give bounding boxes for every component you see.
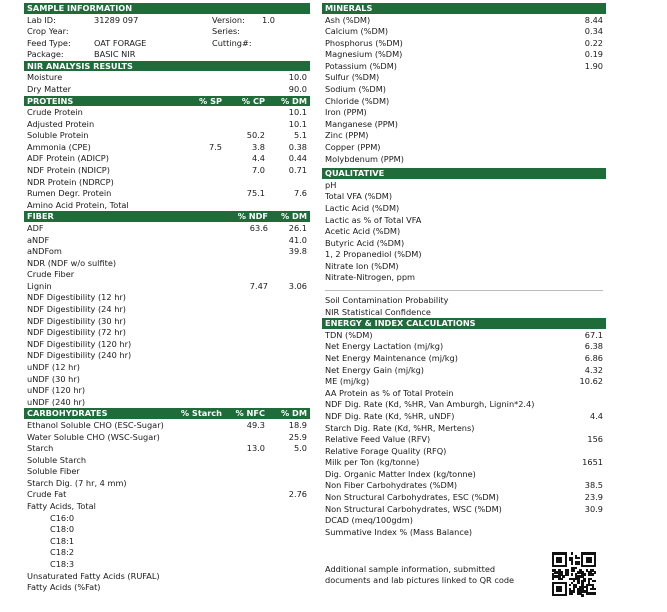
package-label: Package: [27, 49, 64, 60]
qualitative-row [322, 180, 606, 192]
fiber-value-ndf: 63.6 [249, 222, 268, 233]
mineral-row [322, 84, 606, 96]
carb-label: Starch [27, 443, 54, 454]
mineral-label: Ash (%DM) [325, 14, 371, 25]
energy-row [322, 330, 606, 342]
energy-row [322, 457, 606, 469]
energy-value-value: 4.32 [584, 364, 603, 375]
lab-id-label: Lab ID: [27, 14, 56, 25]
protein-value-dm: 0.38 [288, 141, 307, 152]
protein-value-cp: 3.8 [251, 141, 265, 152]
protein-row [24, 130, 310, 142]
nir-rows [24, 72, 310, 95]
protein-label: Rumen Degr. Protein [27, 188, 112, 199]
carb-row [24, 536, 310, 548]
sample-info-header [24, 3, 310, 14]
proteins-col-sp: % SP [199, 95, 222, 106]
protein-value-dm: 0.71 [288, 165, 307, 176]
energy-label: TDN (%DM) [325, 329, 373, 340]
carb-value-nfc: 13.0 [246, 443, 265, 454]
protein-value-dm: 10.1 [288, 118, 307, 129]
protein-label: NDR Protein (NDRCP) [27, 176, 114, 187]
energy-label: Non Structural Carbohydrates, WSC (%DM) [325, 503, 502, 514]
mineral-label: Calcium (%DM) [325, 26, 389, 37]
energy-row [322, 469, 606, 481]
proteins-col-dm: % DM [281, 95, 307, 106]
energy-label: Dig. Organic Matter Index (kg/tonne) [325, 468, 476, 479]
carb-value-nfc: 49.3 [246, 419, 265, 430]
energy-value-value: 1651 [582, 457, 603, 468]
energy-label: Non Structural Carbohydrates, ESC (%DM) [325, 492, 499, 503]
fiber-row [24, 327, 310, 339]
carb-label: Water Soluble CHO (WSC-Sugar) [27, 431, 160, 442]
carb-label: Soluble Starch [27, 454, 87, 465]
energy-value-value: 38.5 [584, 480, 603, 491]
protein-label: Ammonia (CPE) [27, 141, 91, 152]
fiber-row [24, 292, 310, 304]
carb-row [24, 478, 310, 490]
fiber-row [24, 246, 310, 258]
energy-label: NDF Dig. Rate (Kd, %HR, uNDF) [325, 410, 455, 421]
nir-label: Dry Matter [27, 83, 72, 94]
mineral-value-value: 0.22 [584, 37, 603, 48]
qualitative-row [322, 203, 606, 215]
mineral-value-value: 0.34 [584, 26, 603, 37]
sample-row-crop [24, 26, 310, 38]
energy-value-value: 6.38 [584, 341, 603, 352]
proteins-header [24, 96, 310, 107]
energy-value-value: 23.9 [584, 492, 603, 503]
fiber-rows [24, 223, 310, 409]
carbs-col-dm: % DM [281, 408, 307, 419]
protein-row [24, 119, 310, 131]
protein-label: Soluble Protein [27, 130, 89, 141]
energy-label: AA Protein as % of Total Protein [325, 387, 454, 398]
qualitative-extra-label: Soil Contamination Probability [325, 295, 449, 306]
fiber-label: uNDF (240 hr) [27, 396, 86, 407]
qualitative-label: Lactic as % of Total VFA [325, 214, 422, 225]
mineral-label: Zinc (PPM) [325, 130, 369, 141]
carbs-col-nfc: % NFC [235, 408, 265, 419]
mineral-row [322, 119, 606, 131]
nir-row [24, 84, 310, 96]
fiber-label: NDF Digestibility (30 hr) [27, 315, 126, 326]
feed-type-value: OAT FORAGE [94, 37, 147, 48]
energy-label: Milk per Ton (kg/tonne) [325, 457, 420, 468]
qualitative-extra-rows [322, 295, 606, 318]
sample-row-package [24, 49, 310, 61]
qualitative-row [322, 261, 606, 273]
energy-label: Relative Forage Quality (RFQ) [325, 445, 447, 456]
protein-row [24, 107, 310, 119]
qualitative-row [322, 272, 606, 284]
energy-row [322, 411, 606, 423]
energy-row [322, 515, 606, 527]
energy-title: ENERGY & INDEX CALCULATIONS [325, 318, 476, 329]
carbs-col-starch: % Starch [180, 408, 222, 419]
qualitative-label: Nitrate-Nitrogen, ppm [325, 272, 415, 283]
fiber-label: ADF [27, 222, 44, 233]
energy-row [322, 504, 606, 516]
nir-header [24, 61, 310, 72]
mineral-label: Molybdenum (PPM) [325, 153, 404, 164]
carb-label: Starch Dig. (7 hr, 4 mm) [27, 477, 127, 488]
protein-row [24, 200, 310, 212]
energy-label: Net Energy Gain (mj/kg) [325, 364, 425, 375]
mineral-label: Iron (PPM) [325, 107, 367, 118]
qualitative-row [322, 226, 606, 238]
protein-value-cp: 7.0 [251, 165, 265, 176]
mineral-label: Manganese (PPM) [325, 118, 398, 129]
energy-row [322, 388, 606, 400]
qualitative-row [322, 215, 606, 227]
carb-rows [24, 420, 310, 594]
lab-id-value: 31289 097 [94, 14, 139, 25]
fiber-row [24, 281, 310, 293]
protein-value-sp: 7.5 [208, 141, 222, 152]
energy-row [322, 353, 606, 365]
fiber-label: uNDF (120 hr) [27, 385, 86, 396]
energy-header [322, 318, 606, 329]
protein-value-dm: 7.6 [293, 188, 307, 199]
mineral-label: Sulfur (%DM) [325, 72, 380, 83]
energy-label: Net Energy Lactation (mj/kg) [325, 341, 444, 352]
mineral-row [322, 154, 606, 166]
protein-label: NDF Protein (NDICP) [27, 165, 110, 176]
mineral-label: Magnesium (%DM) [325, 49, 403, 60]
mineral-row [322, 61, 606, 73]
carb-value-dm: 18.9 [288, 419, 307, 430]
energy-value-value: 67.1 [584, 329, 603, 340]
minerals-title: MINERALS [325, 3, 373, 13]
fiber-row [24, 339, 310, 351]
carb-label: Crude Fat [27, 489, 67, 500]
footer-note: Additional sample information, submitted documents and lab pictures linked to QR code [322, 552, 606, 612]
energy-row [322, 423, 606, 435]
qualitative-label: pH [325, 179, 337, 190]
version-value: 1.0 [262, 14, 276, 25]
carb-value-dm: 25.9 [288, 431, 307, 442]
energy-row [322, 527, 606, 539]
carb-row [24, 547, 310, 559]
energy-label: Non Fiber Carbohydrates (%DM) [325, 480, 458, 491]
carb-label: C18:0 [50, 524, 75, 535]
energy-label: DCAD (meq/100gdm) [325, 515, 413, 526]
energy-row [322, 480, 606, 492]
energy-label: Summative Index % (Mass Balance) [325, 526, 473, 537]
fiber-value-ndf: 7.47 [249, 280, 268, 291]
sample-row-feed [24, 38, 310, 50]
qualitative-label: Butyric Acid (%DM) [325, 237, 405, 248]
nir-label: Moisture [27, 72, 63, 83]
carb-label: C18:2 [50, 547, 75, 558]
crop-year-label: Crop Year: [27, 26, 69, 37]
carbs-title: CARBOHYDRATES [27, 408, 108, 419]
mineral-row [322, 38, 606, 50]
carb-label: Unsaturated Fatty Acids (RUFAL) [27, 570, 160, 581]
energy-value-value: 6.86 [584, 352, 603, 363]
energy-row [322, 399, 606, 411]
protein-label: Adjusted Protein [27, 118, 95, 129]
qualitative-header [322, 168, 606, 179]
carb-row [24, 513, 310, 525]
mineral-value-value: 1.90 [584, 60, 603, 71]
version-label: Version: [212, 14, 245, 25]
fiber-header [24, 211, 310, 222]
mineral-label: Copper (PPM) [325, 142, 381, 153]
mineral-value-value: 8.44 [584, 14, 603, 25]
fiber-row [24, 304, 310, 316]
fiber-label: NDF Digestibility (72 hr) [27, 327, 126, 338]
qualitative-row [322, 238, 606, 250]
carb-value-dm: 2.76 [288, 489, 307, 500]
carb-row [24, 489, 310, 501]
protein-value-cp: 50.2 [246, 130, 265, 141]
protein-label: ADF Protein (ADICP) [27, 153, 109, 164]
carb-row [24, 559, 310, 571]
mineral-row [322, 26, 606, 38]
protein-value-cp: 75.1 [246, 188, 265, 199]
fiber-row [24, 385, 310, 397]
fiber-value-dm: 41.0 [288, 234, 307, 245]
energy-row [322, 341, 606, 353]
protein-rows [24, 107, 310, 211]
fiber-label: NDF Digestibility (120 hr) [27, 338, 132, 349]
sample-row-labid [24, 15, 310, 27]
mineral-label: Sodium (%DM) [325, 84, 386, 95]
mineral-row [322, 142, 606, 154]
carb-label: C16:0 [50, 512, 75, 523]
carb-value-dm: 5.0 [293, 443, 307, 454]
mineral-row [322, 130, 606, 142]
fiber-value-dm: 39.8 [288, 246, 307, 257]
fiber-row [24, 316, 310, 328]
feed-type-label: Feed Type: [27, 37, 71, 48]
protein-row [24, 142, 310, 154]
carb-row [24, 501, 310, 513]
qualitative-title: QUALITATIVE [325, 168, 385, 179]
protein-row [24, 188, 310, 200]
carb-label: Fatty Acids, Total [27, 501, 96, 512]
nir-value-dm: 10.0 [288, 72, 307, 83]
nir-row [24, 72, 310, 84]
fiber-row [24, 397, 310, 409]
fiber-col-dm: % DM [281, 211, 307, 222]
mineral-row [322, 96, 606, 108]
carb-row [24, 582, 310, 594]
fiber-label: Lignin [27, 280, 52, 291]
carb-label: C18:1 [50, 535, 75, 546]
fiber-label: aNDFom [27, 246, 62, 257]
fiber-row [24, 269, 310, 281]
nir-title: NIR ANALYSIS RESULTS [27, 60, 133, 71]
energy-row [322, 446, 606, 458]
fiber-row [24, 223, 310, 235]
protein-row [24, 153, 310, 165]
qualitative-label: 1, 2 Propanediol (%DM) [325, 249, 422, 260]
qr-code-icon[interactable] [552, 552, 596, 596]
qualitative-extra-row [322, 307, 606, 319]
qualitative-row [322, 249, 606, 261]
energy-rows [322, 330, 606, 539]
qualitative-extra-row [322, 295, 606, 307]
section-divider [325, 290, 603, 291]
mineral-row [322, 15, 606, 27]
energy-value-value: 10.62 [579, 376, 603, 387]
carb-row [24, 524, 310, 536]
protein-row [24, 165, 310, 177]
nir-value-dm: 90.0 [288, 83, 307, 94]
fiber-row [24, 235, 310, 247]
mineral-row [322, 49, 606, 61]
fiber-label: NDR (NDF w/o sulfite) [27, 257, 117, 268]
mineral-label: Potassium (%DM) [325, 60, 397, 71]
fiber-value-dm: 26.1 [288, 222, 307, 233]
energy-value-value: 30.9 [584, 503, 603, 514]
fiber-row [24, 374, 310, 386]
energy-label: Starch Dig. Rate (Kd, %HR, Mertens) [325, 422, 475, 433]
energy-value-value: 4.4 [589, 410, 603, 421]
energy-row [322, 492, 606, 504]
right-column [322, 3, 606, 612]
package-value: BASIC NIR [94, 49, 136, 60]
energy-row [322, 434, 606, 446]
fiber-title: FIBER [27, 211, 54, 222]
protein-value-dm: 0.44 [288, 153, 307, 164]
fiber-label: NDF Digestibility (12 hr) [27, 292, 126, 303]
cutting-label: Cutting#: [212, 37, 252, 48]
carb-label: Soluble Fiber [27, 466, 80, 477]
qualitative-label: Nitrate Ion (%DM) [325, 260, 399, 271]
carb-label: Ethanol Soluble CHO (ESC-Sugar) [27, 419, 164, 430]
fiber-col-ndf: % NDF [237, 211, 268, 222]
mineral-row [322, 107, 606, 119]
energy-label: Net Energy Maintenance (mj/kg) [325, 352, 458, 363]
protein-value-dm: 5.1 [293, 130, 307, 141]
energy-label: ME (mj/kg) [325, 376, 370, 387]
fiber-row [24, 362, 310, 374]
qualitative-label: Lactic Acid (%DM) [325, 202, 400, 213]
minerals-header [322, 3, 606, 14]
fiber-row [24, 350, 310, 362]
carb-row [24, 571, 310, 583]
fiber-label: uNDF (30 hr) [27, 373, 80, 384]
energy-row [322, 376, 606, 388]
proteins-col-cp: % CP [241, 95, 265, 106]
sample-info-title: SAMPLE INFORMATION [27, 3, 133, 13]
fiber-label: NDF Digestibility (240 hr) [27, 350, 132, 361]
energy-label: NDF Dig. Rate (Kd, %HR, Van Amburgh, Lignin*2.4) [325, 399, 535, 410]
series-label: Series: [212, 26, 240, 37]
carbs-header [24, 408, 310, 419]
qualitative-rows [322, 180, 606, 284]
protein-label: Amino Acid Protein, Total [27, 199, 129, 210]
qualitative-label: Acetic Acid (%DM) [325, 226, 401, 237]
protein-row [24, 177, 310, 189]
carb-row [24, 432, 310, 444]
mineral-row [322, 72, 606, 84]
qualitative-extra-label: NIR Statistical Confidence [325, 306, 431, 317]
protein-value-cp: 4.4 [251, 153, 265, 164]
mineral-label: Chloride (%DM) [325, 95, 390, 106]
protein-label: Crude Protein [27, 107, 83, 118]
mineral-label: Phosphorus (%DM) [325, 37, 403, 48]
fiber-value-dm: 3.06 [288, 280, 307, 291]
qualitative-row [322, 191, 606, 203]
carb-row [24, 466, 310, 478]
proteins-title: PROTEINS [27, 95, 74, 106]
carb-label: Fatty Acids (%Fat) [27, 582, 101, 593]
mineral-value-value: 0.19 [584, 49, 603, 60]
mineral-rows [322, 15, 606, 166]
qualitative-label: Total VFA (%DM) [325, 191, 393, 202]
fiber-label: NDF Digestibility (24 hr) [27, 304, 126, 315]
energy-value-value: 156 [587, 434, 603, 445]
fiber-label: Crude Fiber [27, 269, 75, 280]
protein-value-dm: 10.1 [288, 107, 307, 118]
fiber-label: uNDF (12 hr) [27, 362, 80, 373]
energy-label: Relative Feed Value (RFV) [325, 434, 431, 445]
left-column [24, 3, 310, 594]
carb-label: C18:3 [50, 559, 75, 570]
carb-row [24, 443, 310, 455]
carb-row [24, 455, 310, 467]
fiber-label: aNDF [27, 234, 50, 245]
energy-row [322, 365, 606, 377]
fiber-row [24, 258, 310, 270]
carb-row [24, 420, 310, 432]
